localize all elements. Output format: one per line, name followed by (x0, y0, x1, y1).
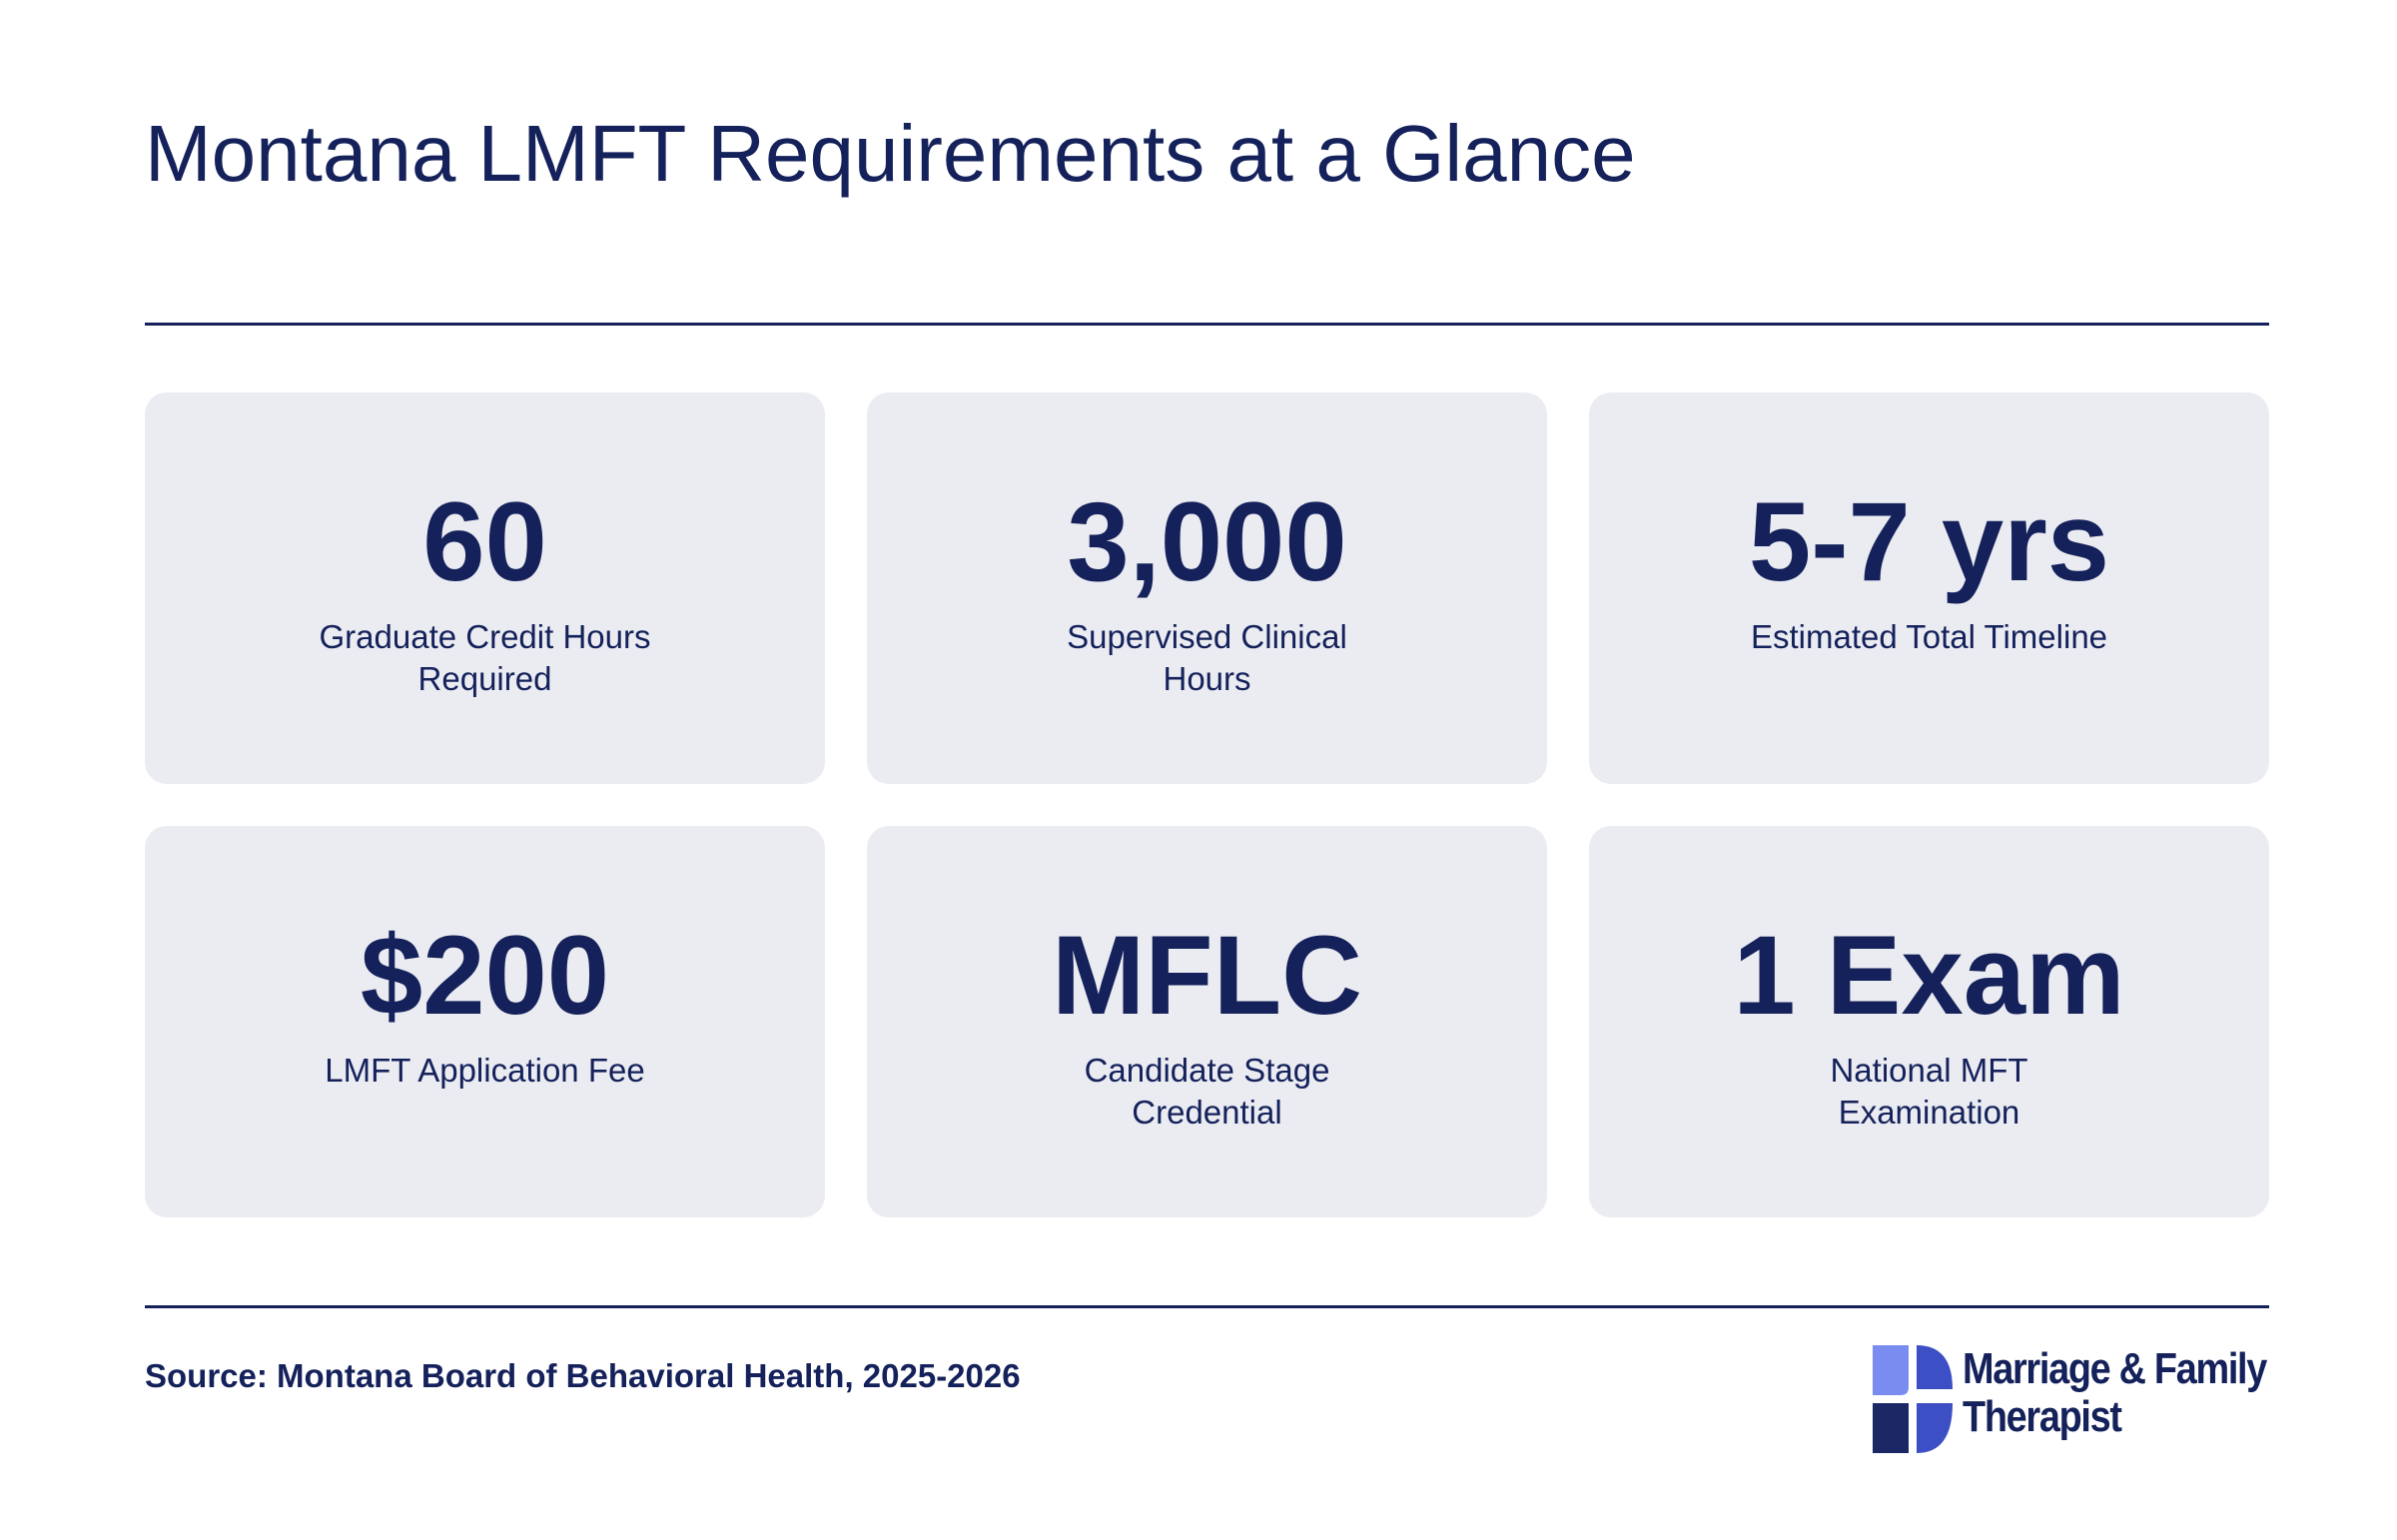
logo-line-2: Therapist (1963, 1392, 2121, 1441)
brand-logo (1873, 1341, 2272, 1453)
source-note: Source: Montana Board of Behavioral Health, 2025-2026 (145, 1357, 1021, 1394)
stat-value: 3,000 (1067, 479, 1347, 604)
stat-label: National MFT Examination (1830, 1052, 2028, 1131)
stat-card-clinical-hours (867, 392, 1547, 784)
stats-grid (145, 392, 2269, 1217)
stat-label: Estimated Total Timeline (1750, 618, 2108, 655)
stat-card-exam (1589, 826, 2269, 1217)
stat-value: MFLC (1051, 913, 1362, 1038)
page-title: Montana LMFT Requirements at a Glance (145, 109, 1636, 198)
top-divider (145, 323, 2269, 326)
bottom-divider (145, 1305, 2269, 1308)
stat-value: 60 (422, 479, 547, 604)
stat-label: Candidate Stage Credential (1084, 1052, 1330, 1131)
stat-card-credential (867, 826, 1547, 1217)
stat-card-timeline (1589, 392, 2269, 784)
logo-mark-icon (1873, 1345, 1953, 1453)
logo-wordmark (1963, 1345, 2266, 1441)
stat-label: Graduate Credit Hours Required (319, 618, 651, 697)
stat-value: 5-7 yrs (1748, 479, 2110, 604)
stat-label: Supervised Clinical Hours (1067, 618, 1347, 697)
stat-value: 1 Exam (1733, 913, 2125, 1038)
stat-value: $200 (360, 913, 610, 1038)
stat-label: LMFT Application Fee (325, 1052, 645, 1089)
stat-card-application-fee (145, 826, 825, 1217)
logo-line-1: Marriage & Family (1963, 1344, 2267, 1393)
stat-card-credit-hours (145, 392, 825, 784)
